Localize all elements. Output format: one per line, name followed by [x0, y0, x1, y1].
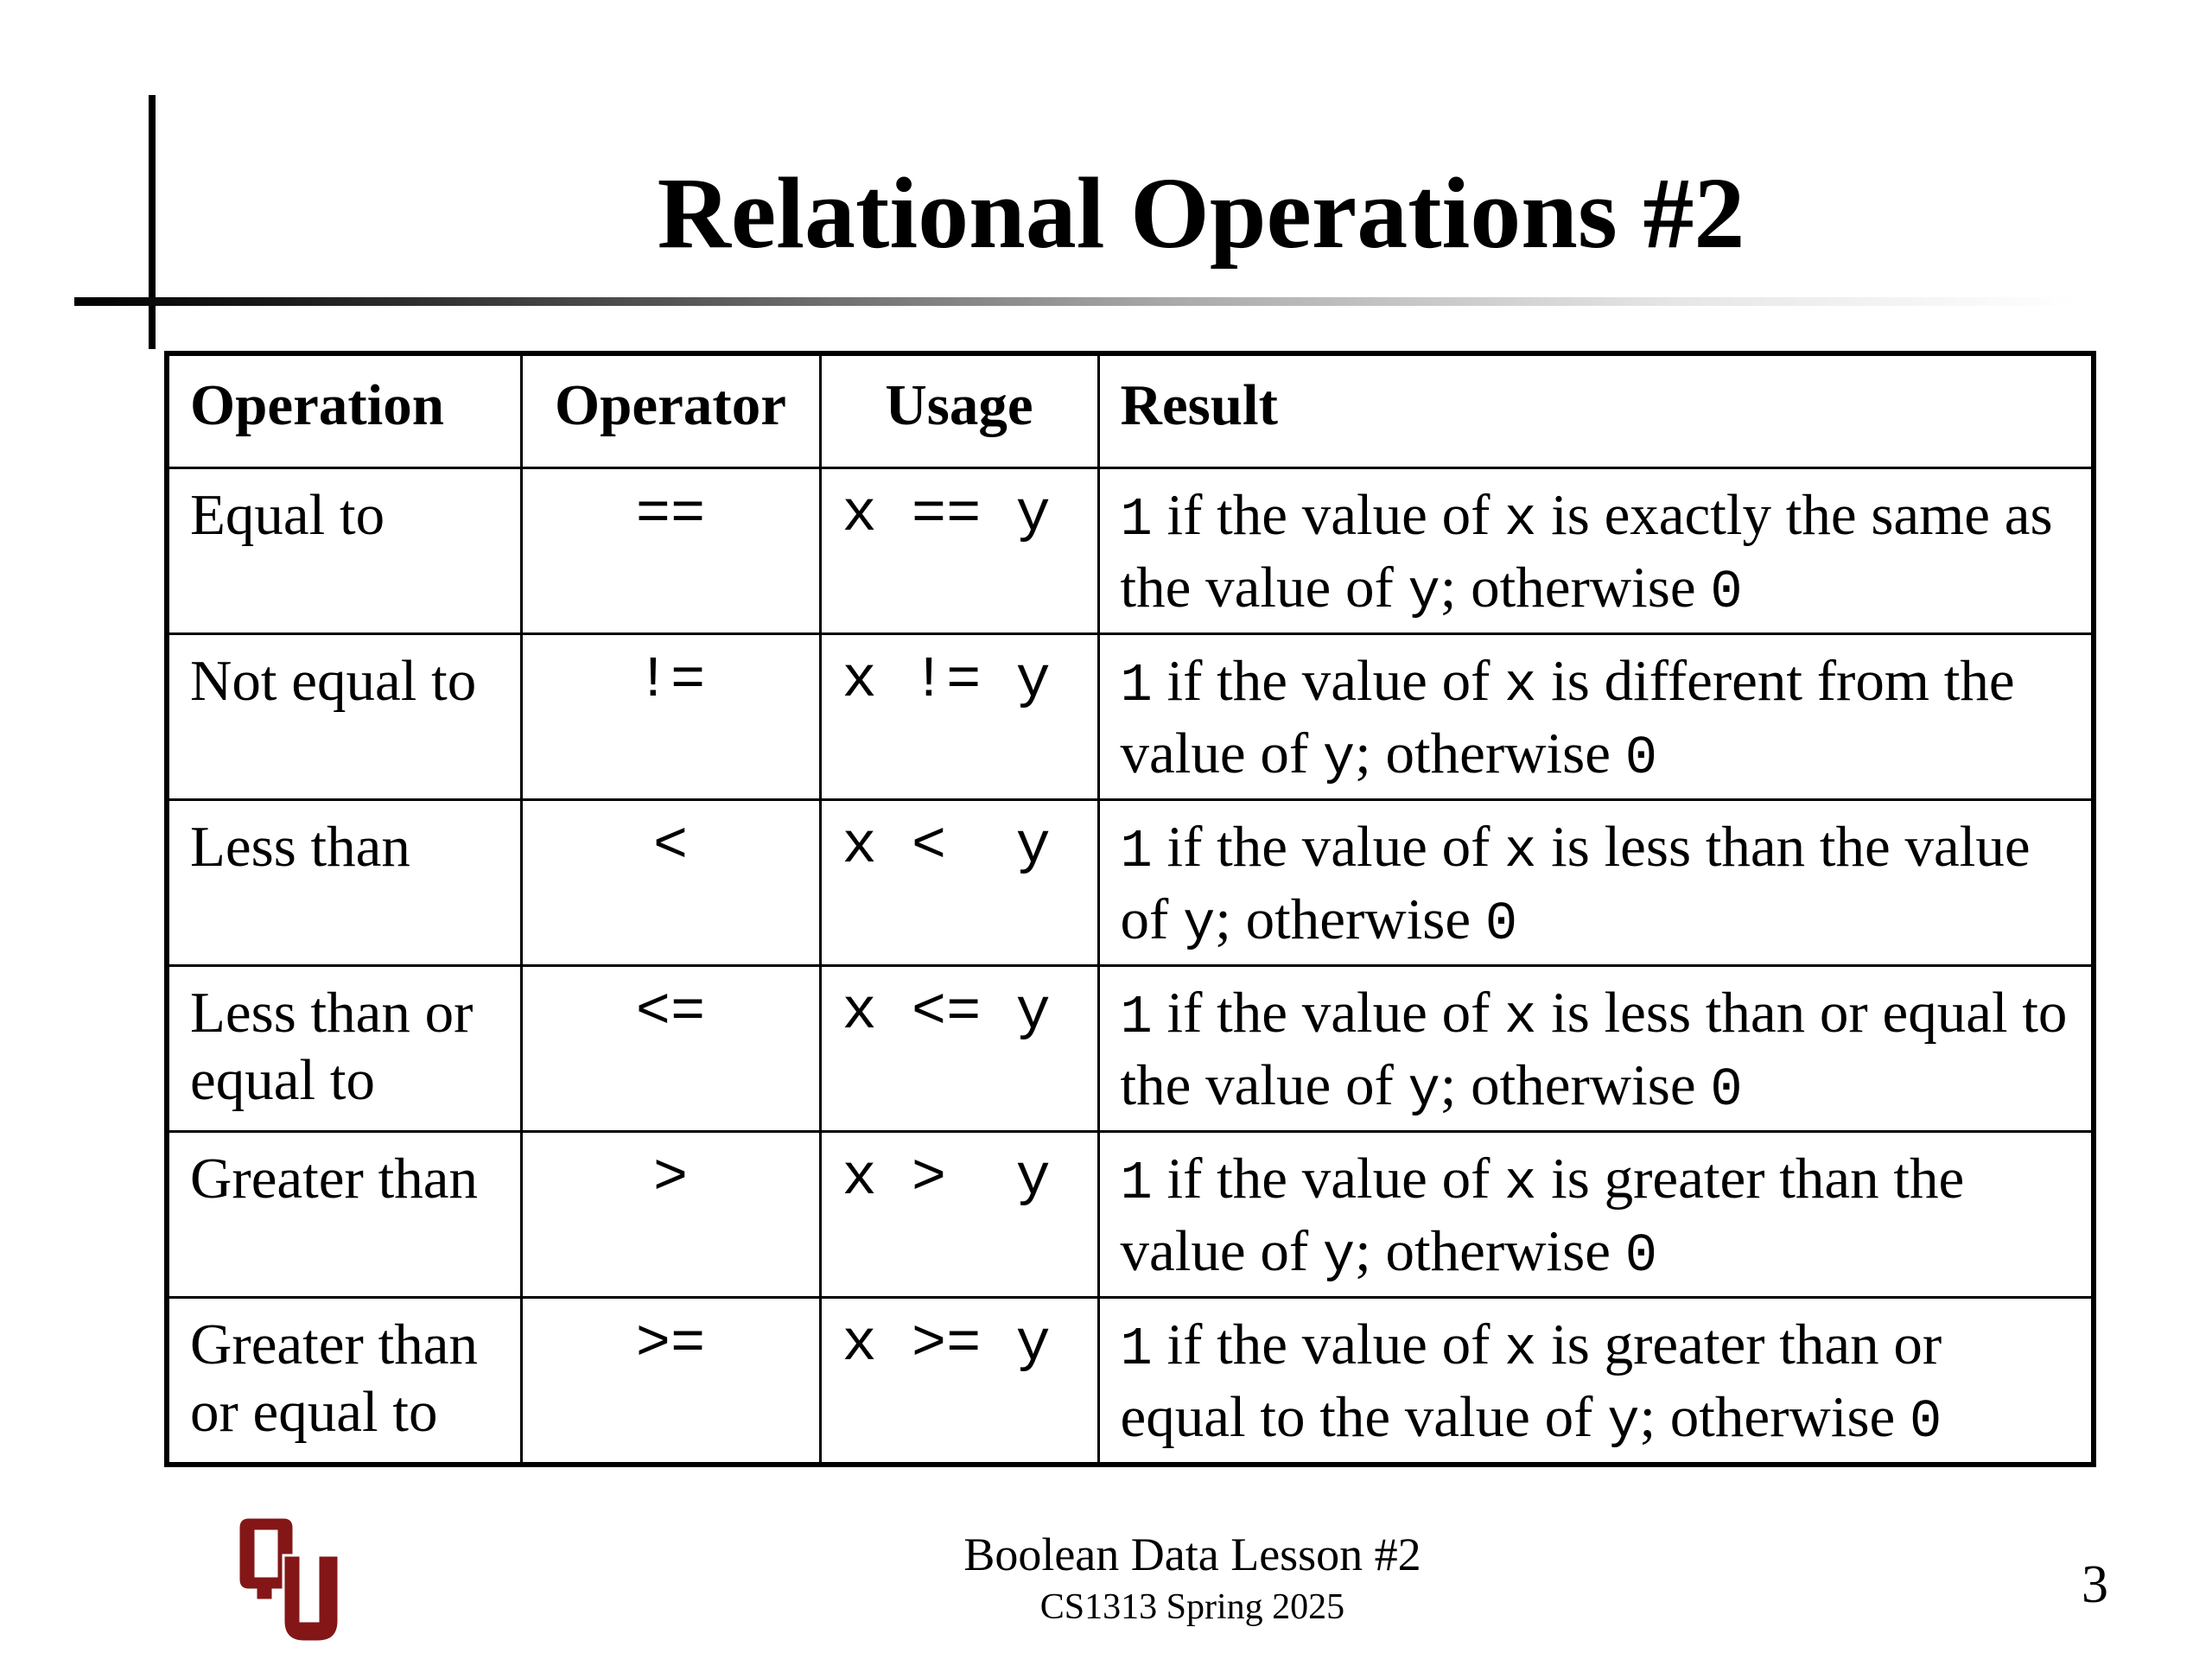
- result-cell: 1 if the value of x is greater than or equal to the value of y; otherwise 0: [1098, 1298, 2094, 1465]
- operator-cell: <=: [521, 966, 820, 1132]
- usage-cell: x != y: [820, 634, 1098, 800]
- operator-cell: >: [521, 1132, 820, 1298]
- operator-cell: <: [521, 800, 820, 966]
- table-header-row: [167, 353, 2094, 468]
- operation-cell: Greater than: [167, 1132, 521, 1298]
- usage-cell: x == y: [820, 468, 1098, 634]
- operation-cell: Less than: [167, 800, 521, 966]
- page-number: 3: [2082, 1555, 2108, 1614]
- result-cell: 1 if the value of x is different from the value of y; otherwise 0: [1098, 634, 2094, 800]
- usage-cell: x <= y: [820, 966, 1098, 1132]
- decorative-horizontal-rule: [74, 297, 2079, 306]
- usage-cell: x < y: [820, 800, 1098, 966]
- usage-cell: x > y: [820, 1132, 1098, 1298]
- table-row: [167, 966, 2094, 1132]
- slide-title: Relational Operations #2: [657, 156, 1745, 270]
- operation-cell: Equal to: [167, 468, 521, 634]
- header-result: Result: [1098, 353, 2094, 468]
- table-row: [167, 468, 2094, 634]
- table-row: [167, 800, 2094, 966]
- ou-logo: [232, 1510, 346, 1649]
- operator-cell: ==: [521, 468, 820, 634]
- operation-cell: Greater than or equal to: [167, 1298, 521, 1465]
- header-operator: Operator: [521, 353, 820, 468]
- relational-operations-table: [164, 351, 2096, 1467]
- result-cell: 1 if the value of x is exactly the same as the value of y; otherwise 0: [1098, 468, 2094, 634]
- header-operation: Operation: [167, 353, 521, 468]
- operator-cell: !=: [521, 634, 820, 800]
- result-cell: 1 if the value of x is greater than the value of y; otherwise 0: [1098, 1132, 2094, 1298]
- operator-cell: >=: [521, 1298, 820, 1465]
- table-row: [167, 1298, 2094, 1465]
- header-usage: Usage: [820, 353, 1098, 468]
- operation-cell: Less than or equal to: [167, 966, 521, 1132]
- decorative-vertical-line: [149, 95, 156, 349]
- table-row: [167, 1132, 2094, 1298]
- table-row: [167, 634, 2094, 800]
- result-cell: 1 if the value of x is less than or equal to the value of y; otherwise 0: [1098, 966, 2094, 1132]
- footer-lesson-title: Boolean Data Lesson #2: [963, 1529, 1421, 1580]
- operation-cell: Not equal to: [167, 634, 521, 800]
- result-cell: 1 if the value of x is less than the value of y; otherwise 0: [1098, 800, 2094, 966]
- footer-course-name: CS1313 Spring 2025: [1039, 1587, 1345, 1627]
- usage-cell: x >= y: [820, 1298, 1098, 1465]
